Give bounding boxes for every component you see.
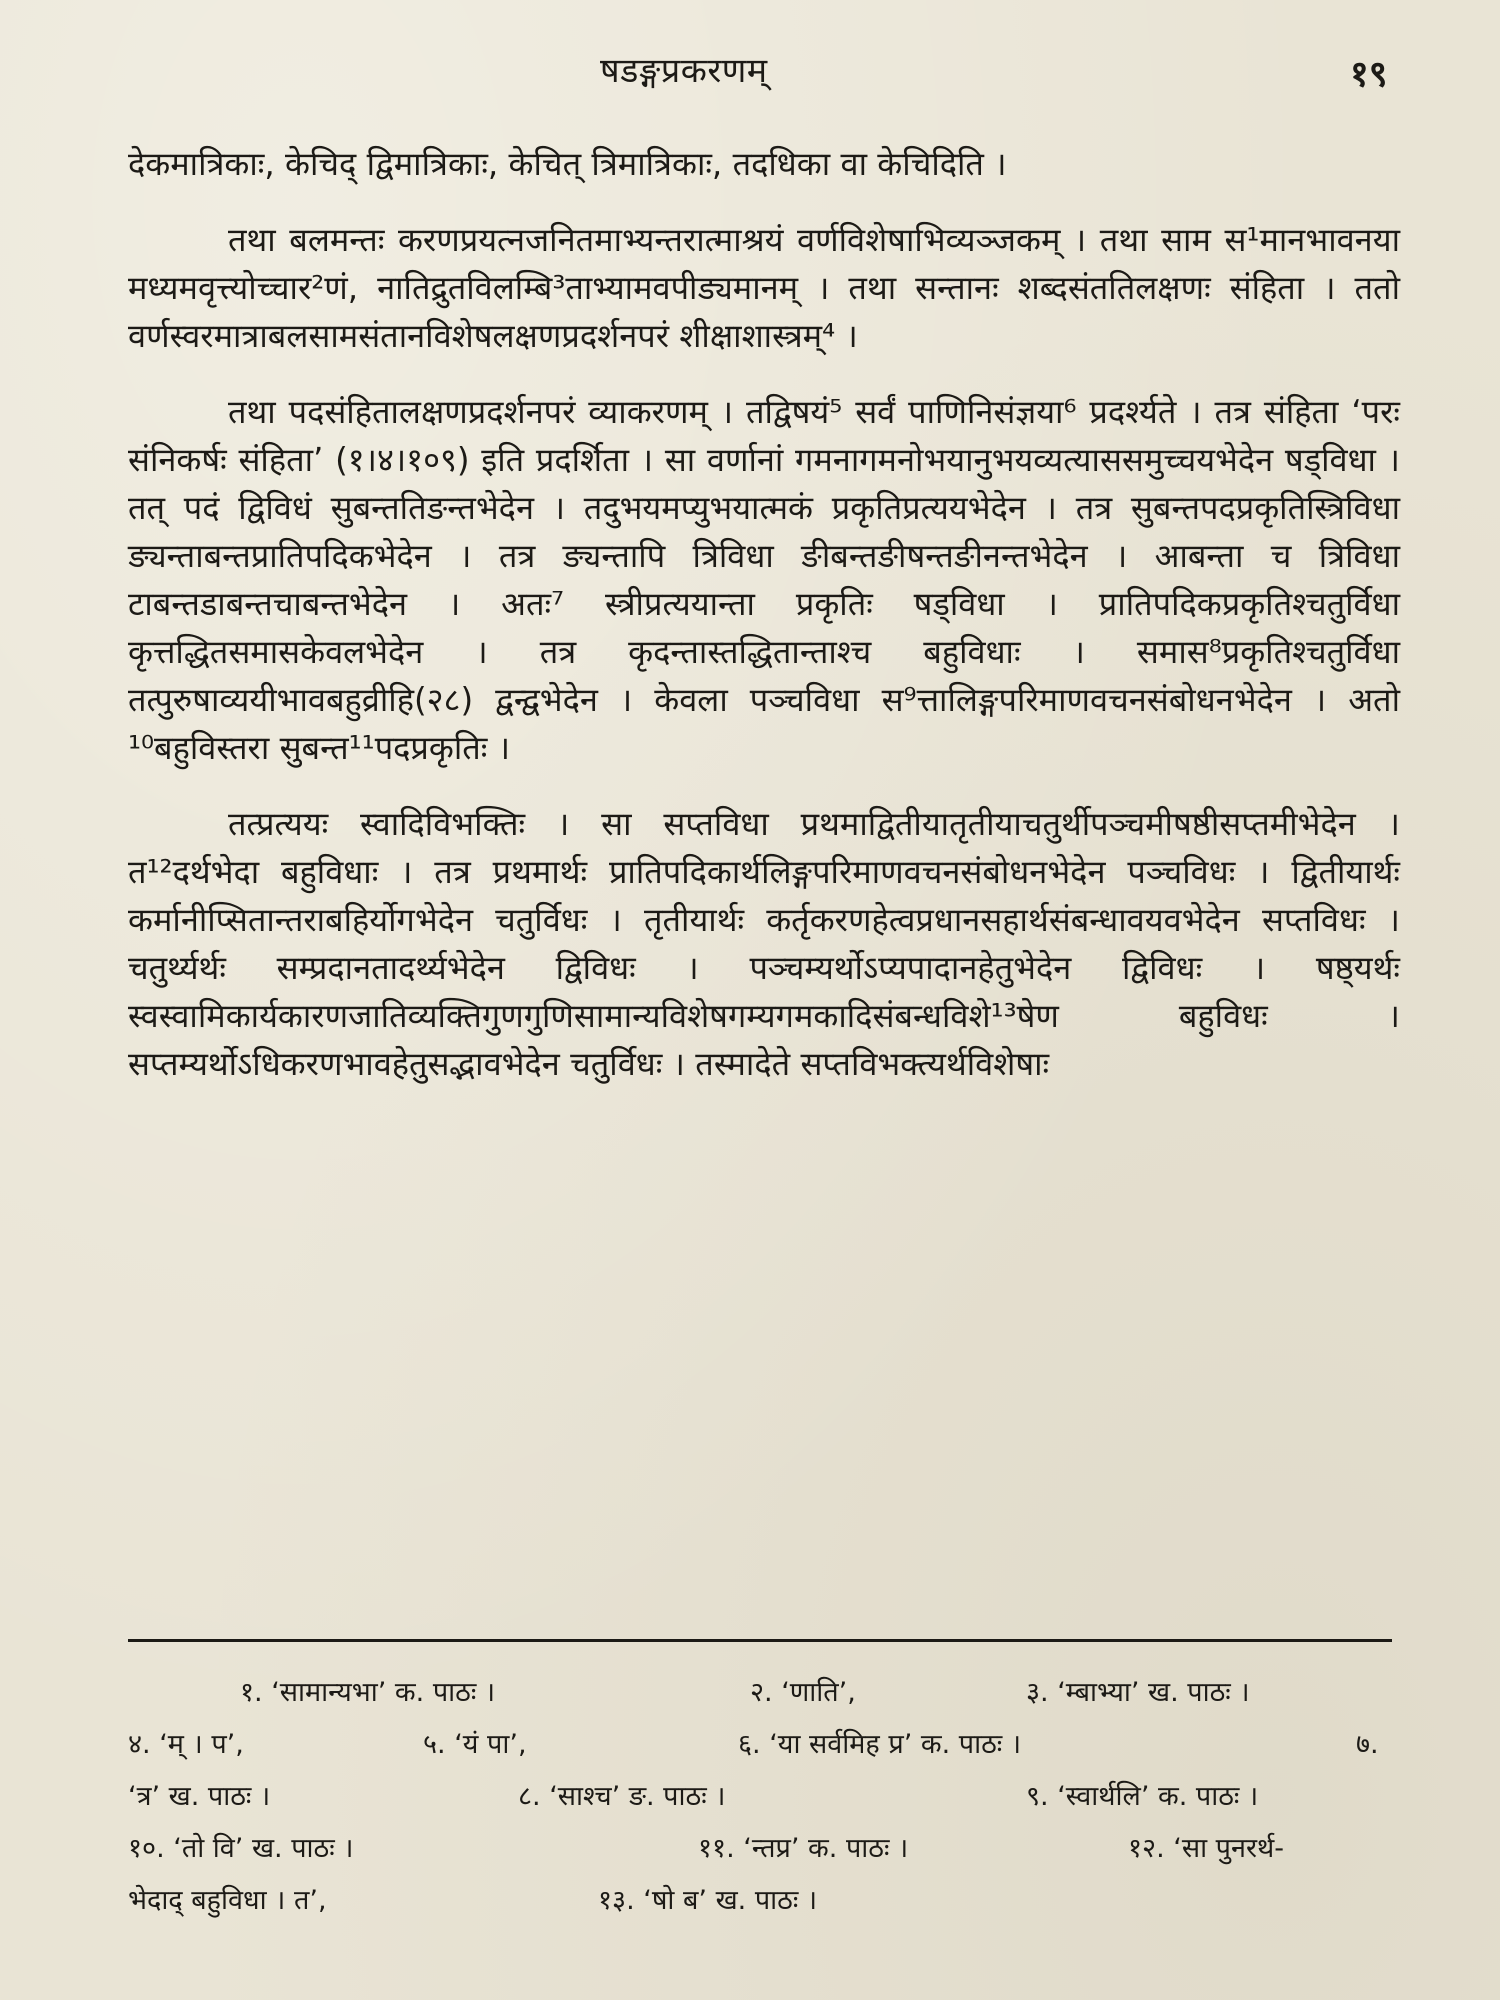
footnote: ६. ‘या सर्वमिह प्र’ क. पाठः । (738, 1729, 1022, 1760)
paragraph: तथा बलमन्तः करणप्रयत्नजनितमाभ्यन्तरात्माश्रयं वर्णविशेषाभिव्यञ्जकम् । तथा साम स¹मानभावनया मध्यमवृत्त्योच्चार²णं, नातिद्रुतविलम्बि³ताभ्यामवपीड्यमानम् । तथा सन्तानः शब्दसंततिलक्षणः संहिता । ततो वर्णस्वरमात्राबलसामसंतानविशेषलक्षणप्रदर्शनपरं शीक्षाशास्त्रम्⁴ । (128, 221, 1400, 355)
footnote-line (128, 1724, 1400, 1776)
footnotes (128, 1672, 1400, 1932)
footnote: ८. ‘साश्च’ ङ. पाठः । (518, 1781, 726, 1812)
footnote: ९. ‘स्वार्थलि’ क. पाठः । (1026, 1781, 1259, 1812)
footnote-line (128, 1828, 1400, 1880)
footnote-line (128, 1776, 1400, 1828)
running-title: षडङ्गप्रकरणम् (600, 51, 768, 91)
footnote: १०. ‘तो वि’ ख. पाठः । (128, 1833, 354, 1864)
footnote: १२. ‘सा पुनरर्थ- (1128, 1833, 1285, 1864)
page-number: १९ (1350, 54, 1388, 95)
footnote: ५. ‘यं पा’, (423, 1729, 527, 1760)
footnote: १. ‘सामान्यभा’ क. पाठः । (240, 1677, 496, 1708)
footnote: २. ‘णाति’, (750, 1677, 856, 1708)
footnote: ११. ‘न्तप्र’ क. पाठः । (698, 1833, 909, 1864)
paragraph: देकमात्रिकाः, केचिद् द्विमात्रिकाः, केचित् त्रिमात्रिकाः, तदधिका वा केचिदिति । (128, 145, 1007, 183)
footnote: १३. ‘षो ब’ ख. पाठः । (598, 1885, 818, 1916)
footnote: ४. ‘म् । प’, (128, 1729, 244, 1760)
footnote: भेदाद् बहुविधा । त’, (128, 1885, 327, 1916)
body-text (128, 140, 1400, 1088)
footnote: ‘त्र’ ख. पाठः । (128, 1781, 271, 1812)
footnote-divider (128, 1639, 1392, 1642)
footnote: ७. (1356, 1729, 1379, 1760)
footnote-line (128, 1672, 1400, 1724)
footnote-line (128, 1880, 1400, 1932)
paragraph: तत्प्रत्ययः स्वादिविभक्तिः । सा सप्तविधा प्रथमाद्वितीयातृतीयाचतुर्थीपञ्चमीषष्ठीसप्तमीभेदेन । त¹²दर्थभेदा बहुविधाः । तत्र प्रथमार्थः प्रातिपदिकार्थलिङ्गपरिमाणवचनसंबोधनभेदेन पञ्चविधः । द्वितीयार्थः कर्मानीप्सितान्तराबहिर्योगभेदेन चतुर्विधः । तृतीयार्थः कर्तृकरणहेत्वप्रधानसहार्थसंबन्धावयवभेदेन सप्तविधः । चतुर्थ्यर्थः सम्प्रदानतादर्थ्यभेदेन द्विविधः । पञ्चम्यर्थोऽप्यपादानहेतुभेदेन द्विविधः । षष्ठ्यर्थः स्वस्वामिकार्यकारणजातिव्यक्तिगुणगुणिसामान्यविशेषगम्यगमकादिसंबन्धविशे¹³षेण बहुविधः । सप्तम्यर्थोऽधिकरणभावहेतुसद्भावभेदेन चतुर्विधः । तस्मादेते सप्तविभक्त्यर्थविशेषाः (128, 805, 1400, 1083)
running-head (0, 46, 1500, 96)
footnote: ३. ‘म्बाभ्या’ ख. पाठः । (1026, 1677, 1250, 1708)
paragraph: तथा पदसंहितालक्षणप्रदर्शनपरं व्याकरणम् । तद्विषयं⁵ सर्वं पाणिनिसंज्ञया⁶ प्रदर्श्यते । तत्र संहिता ‘परः संनिकर्षः संहिता’ (१।४।१०९) इति प्रदर्शिता । सा वर्णानां गमनागमनोभयानुभयव्यत्याससमुच्चयभेदेन षड्विधा । तत् पदं द्विविधं सुबन्ततिङन्तभेदेन । तदुभयमप्युभयात्मकं प्रकृतिप्रत्ययभेदेन । तत्र सुबन्तपदप्रकृतिस्त्रिविधा ङ्यन्ताबन्तप्रातिपदिकभेदेन । तत्र ङ्यन्तापि त्रिविधा ङीबन्तङीषन्तङीनन्तभेदेन । आबन्ता च त्रिविधा टाबन्तडाबन्तचाबन्तभेदेन । अतः⁷ स्त्रीप्रत्ययान्ता प्रकृतिः षड्विधा । प्रातिपदिकप्रकृतिश्चतुर्विधा कृत्तद्धितसमासकेवलभेदेन । तत्र कृदन्तास्तद्धितान्ताश्च बहुविधाः । समास⁸प्रकृतिश्चतुर्विधा तत्पुरुषाव्ययीभावबहुव्रीहि(२८) द्वन्द्वभेदेन । केवला पञ्चविधा स⁹त्तालिङ्गपरिमाणवचनसंबोधनभेदेन । अतो ¹⁰बहुविस्तरा सुबन्त¹¹पदप्रकृतिः । (128, 393, 1400, 767)
